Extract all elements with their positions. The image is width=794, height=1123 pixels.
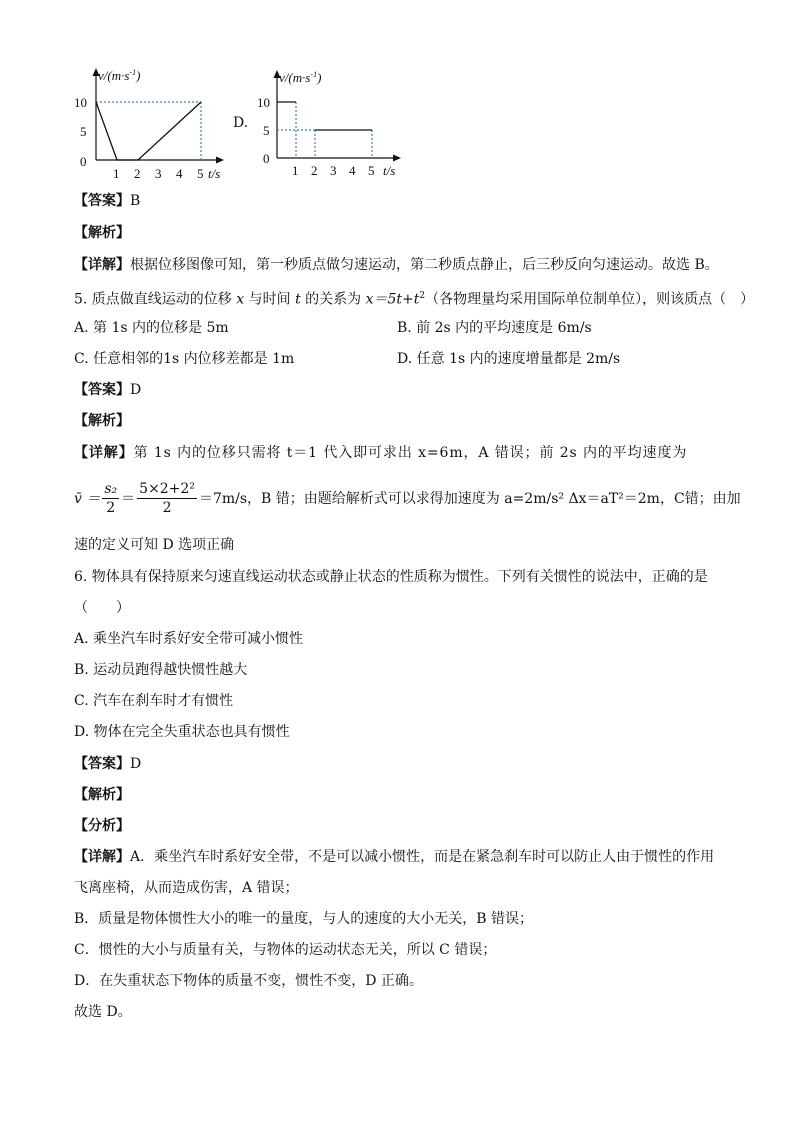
q5-eq-eq: ＝ — [121, 491, 136, 507]
graph-c-x-tick-2: 2 — [134, 166, 141, 181]
graph-d-x-tick-1: 1 — [292, 163, 299, 178]
q6-conclusion: 故选 D。 — [74, 1004, 132, 1020]
graph-d-x-tick-4: 4 — [349, 163, 356, 178]
graph-d-y-tick-5: 5 — [263, 123, 270, 138]
q4-answer — [74, 191, 140, 211]
q5-eq-lhs: v̄ ＝ — [74, 491, 101, 507]
q6-detail-line3: B．质量是物体惯性大小的唯一的量度，与人的速度的大小无关，B 错误； — [74, 911, 534, 927]
q6-detail-line4: C．惯性的大小与质量有关，与物体的运动状态无关，所以 C 错误； — [74, 942, 497, 958]
graph-d-y-tick-0: 0 — [263, 151, 270, 166]
graph-c-velocity-line — [96, 102, 201, 160]
q5-answer-value: D — [130, 382, 142, 398]
graph-d-x-tick-5: 5 — [368, 163, 375, 178]
q4-answer-tag: 【答案】 — [74, 193, 130, 209]
graph-c-x-label: t/s — [208, 166, 221, 181]
q5-detail-line2-rest: ，B 错；由题给解析式可以求得加速度为 a=2m/s² Δx＝aT²＝2m，C错；由加 — [247, 491, 741, 507]
q5-detail-line3: 速的定义可知 D 选项正确 — [74, 537, 235, 553]
graph-c-y-tick-5: 5 — [80, 124, 87, 139]
q5-stem: 5. 质点做直线运动的位移 x 与时间 t 的关系为 $x=5t+t^2$（各物理量均采用国际单位制单位），则该质点（ ） — [74, 291, 755, 308]
q5-eq-result: ＝7m/s — [198, 491, 248, 507]
q5-option-d: D. 任意 1s 内的速度增量都是 2m/s — [397, 351, 621, 367]
q6-option-b: B. 运动员跑得越快惯性越大 — [74, 662, 248, 678]
q6-analysis2-tag: 【分析】 — [74, 818, 130, 834]
q6-detail-line5: D．在失重状态下物体的质量不变，惯性不变，D 正确。 — [74, 973, 423, 989]
q4-analysis-tag: 【解析】 — [74, 225, 130, 241]
graph-c-x-tick-1: 1 — [113, 166, 120, 181]
q5-detail-tag: 【详解】 — [74, 445, 134, 461]
q6-option-a: A. 乘坐汽车时系好安全带可减小惯性 — [74, 631, 304, 647]
graph-d — [255, 64, 415, 182]
q6-stem-line1: 6. 物体具有保持原来匀速直线运动状态或静止状态的性质称为惯性。下列有关惯性的说法中，正确的是 — [74, 569, 708, 585]
q4-detail-text: 根据位移图像可知，第一秒质点做匀速运动，第二秒质点静止，后三秒反向匀速运动。故选 B。 — [130, 257, 719, 273]
q6-answer — [74, 754, 141, 774]
q6-answer-tag: 【答案】 — [74, 756, 130, 772]
graph-d-x-tick-2: 2 — [311, 163, 318, 178]
q5-analysis-tag: 【解析】 — [74, 413, 130, 429]
graph-d-y-tick-10: 10 — [257, 95, 270, 110]
q6-option-c: C. 汽车在刹车时才有惯性 — [74, 693, 234, 709]
graph-c-x-tick-3: 3 — [155, 166, 162, 181]
graph-c-y-label: $v/(m\cdot s^{-1})$ — [98, 68, 141, 83]
q5-detail-line1: 【详解】第 1s 内的位移只需将 t＝1 代入即可求出 x=6m，A 错误；前 2s 内的平均速度为 — [74, 445, 688, 461]
q6-detail-line1: 【详解】A．乘坐汽车时系好安全带，不是可以减小惯性，而是在紧急刹车时可以防止人由于惯性的作用 — [74, 849, 715, 865]
graph-c-y-tick-10: 10 — [74, 95, 87, 110]
q5-equation-line — [74, 476, 741, 520]
q6-option-d: D. 物体在完全失重状态也具有惯性 — [74, 724, 290, 740]
q4-detail-tag: 【详解】 — [74, 257, 130, 273]
graph-c — [70, 60, 240, 185]
q5-eq-frac1: $\frac{\text{s₂}}{2}$ — [104, 480, 118, 516]
graph-d-x-arrow — [393, 155, 401, 162]
q5-option-a: A. 第 1s 内的位移是 5m — [74, 320, 229, 336]
graph-c-y-tick-0: 0 — [80, 154, 87, 169]
graph-c-x-tick-5: 5 — [197, 166, 204, 181]
q6-detail-line2: 飞离座椅，从而造成伤害，A 错误； — [74, 880, 299, 896]
q5-eq-frac2: $\frac{\text{5×2+2²}}{2}$ — [139, 480, 195, 516]
q6-detail-tag: 【详解】 — [74, 849, 130, 865]
q4-answer-value: B — [130, 193, 141, 209]
q5-answer — [74, 380, 141, 400]
q4-detail — [74, 255, 719, 275]
q6-answer-value: D — [130, 756, 142, 772]
graph-d-x-tick-3: 3 — [330, 163, 337, 178]
graph-c-x-arrow — [216, 157, 224, 164]
q6-stem-line2: （ ） — [74, 600, 130, 616]
graph-d-y-label: $v/(m\cdot s^{-1})$ — [279, 70, 322, 85]
graph-d-x-label: t/s — [383, 163, 396, 178]
graph-c-x-tick-4: 4 — [176, 166, 183, 181]
q5-option-c: C. 任意相邻的1s 内位移差都是 1m — [74, 351, 295, 367]
q5-answer-tag: 【答案】 — [74, 382, 130, 398]
graph-d-option-label: D. — [233, 115, 249, 131]
q6-analysis-tag: 【解析】 — [74, 787, 130, 803]
q5-option-b: B. 前 2s 内的平均速度是 6m/s — [397, 320, 592, 336]
